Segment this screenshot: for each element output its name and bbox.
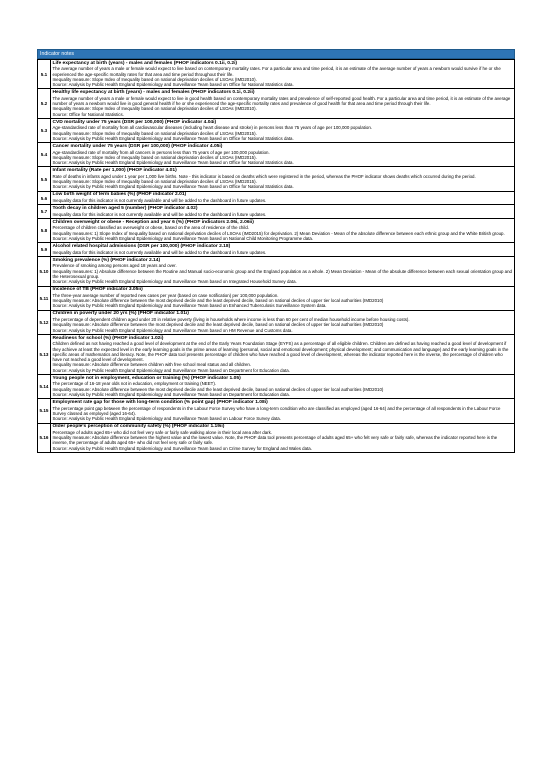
indicator-note-line: Inequality measure: Absolute difference between the highest value and the lowest value. Note, the PHOF data tool presents percentage of adults aged 65+ who felt very safe or fairly safe, whereas the indicator reported here is the inverse, the percentage of adults aged 65+ who did not feel very safe or fairly safe. — [52, 435, 498, 446]
indicator-content — [51, 243, 515, 257]
indicator-note-line: Source: Analysis by Public Health England Epidemiology and Surveillance Team based on HM Revenue and Customs data. — [52, 327, 293, 333]
indicator-row — [38, 118, 515, 142]
indicator-number: 5.7 — [38, 205, 51, 219]
indicator-content — [51, 143, 515, 167]
indicator-number: 5.1 — [38, 60, 51, 89]
indicator-row — [38, 143, 515, 167]
indicator-number: 5.8 — [38, 219, 51, 243]
indicator-content — [51, 286, 515, 310]
indicator-note-line: Children defined as not having reached a good level of development at the end of the Early Years Foundation Stage (EYFS) as a percentage of all eligible children. Children are defined as having reached a good level of development if they achieve at least the expected level in the early learning goals in the prime areas of learning (personal, social and emotional development; physical development; and communication and language) and the early learning goals in the specific areas of mathematics and literacy. Note, the PHOF data tool presents percentage of children who have reached a good level of development, whereas the indicator reported here is the inverse, the percentage of children who have not reached a good level of development. — [52, 341, 509, 363]
indicator-note-line: The percentage of 16-18 year olds not in education, employment or training (NEET). — [52, 381, 217, 387]
indicator-note-line: Source: Analysis by Public Health England Epidemiology and Surveillance Team based on Enhanced Tuberculosis Surveillance System data. — [52, 303, 327, 309]
indicator-note-line: Source: Analysis by Public Health England Epidemiology and Surveillance Team based on Office for National Statistics data. — [52, 160, 294, 165]
indicator-note-line: Inequality data for this indicator is not currently available and will be added to the dashboard in future updates. — [52, 197, 267, 203]
indicator-number: 5.9 — [38, 243, 51, 257]
indicator-notes-sheet — [37, 49, 515, 453]
indicator-row — [38, 191, 515, 205]
indicator-row — [38, 89, 515, 118]
indicator-title: Cancer mortality under 75 years (DSR per 100,000) (PHOF indicator 4.05i) — [52, 143, 223, 149]
indicator-note-line: Inequality measure: Slope Index of Inequality based on national deprivation deciles of LSOAs (IMD2010). — [52, 106, 257, 112]
indicator-note-line: Source: Analysis by Public Health England Epidemiology and Surveillance Team based on Office for National Statistics data. — [52, 184, 294, 190]
indicator-row — [38, 375, 515, 399]
indicator-note-line: Source: Analysis by Public Health England Epidemiology and Surveillance Team based on Department for Education data. — [52, 391, 290, 397]
indicator-number: 5.3 — [38, 118, 51, 142]
indicator-content — [51, 399, 515, 423]
indicator-content — [51, 335, 515, 375]
indicator-content — [51, 423, 515, 452]
indicator-title: Healthy life expectancy at birth (years) - males and females (PHOF indicators 0.1i, 0.2ii) — [52, 90, 255, 96]
indicator-title: Low birth weight of term babies (%) (PHOF indicator 2.01) — [52, 192, 187, 198]
indicator-note-line: Percentage of adults aged 65+ who did not feel very safe or fairly safe walking alone in their local area after dark. — [52, 429, 273, 435]
indicator-number: 5.6 — [38, 191, 51, 205]
indicator-title: Incidence of TB (PHOF indicator 3.05ii) — [52, 287, 143, 293]
indicator-note-line: The three-year average number of reported new cases per year (based on case notification) per 100,000 population. — [52, 292, 279, 298]
indicator-note-line: Inequality measure: Slope Index of Inequality based on national deprivation deciles of LSOAs (IMD2015). — [52, 178, 257, 184]
indicator-number: 5.16 — [38, 423, 51, 452]
indicator-number: 5.15 — [38, 399, 51, 423]
indicator-content — [51, 310, 515, 334]
indicator-row — [38, 243, 515, 257]
indicator-note-line: The percentage point gap between the percentage of respondents in the Labour Force Survey who have a long-term condition who are classified as employed (aged 16-64) and the percentage of all respondents in the Labour Force Survey classed as employed (aged 16-64). — [52, 405, 501, 416]
indicator-content — [51, 60, 515, 89]
indicator-title: Older people's perception of community safety (%) (PHOF indicator 1.19ii) — [52, 424, 225, 430]
indicator-content — [51, 375, 515, 399]
indicator-number: 5.10 — [38, 257, 51, 286]
indicator-note-line: Source: Analysis by Public Health England Epidemiology and Surveillance Team based on Integrated Household Survey data. — [52, 279, 297, 285]
indicator-row — [38, 205, 515, 219]
indicator-number: 5.4 — [38, 143, 51, 167]
indicator-content — [51, 89, 515, 118]
indicator-notes-header: Indicator notes — [37, 49, 515, 59]
indicator-note-line: Inequality measure: Absolute difference between the most deprived decile and the least deprived decile, based on national deciles of upper tier local authorities (IMD2010) — [52, 386, 384, 392]
indicator-title: Employment rate gap for those with long-term condition (% point gap) (PHOF indicator 1.08i) — [52, 399, 268, 405]
indicator-title: Infant mortality (Rate per 1,000) (PHOF indicator 4.01) — [52, 168, 177, 174]
indicator-note-line: The average number of years a male or female would expect to live based on contemporary mortality rates. For a particular area and time period, it is an estimate of the average number of years a newborn would survive if he or she experienced the age-specific mortality rates for that area and time period throughout their life. — [52, 66, 501, 77]
indicator-number: 5.13 — [38, 335, 51, 375]
indicator-note-line: Source: Analysis by Public Health England Epidemiology and Surveillance Team based on Department for Education data. — [52, 367, 290, 373]
indicator-title: Children overweight or obese - Reception and year 6 (%) (PHOF indicators 2.06i, 2.06ii) — [52, 219, 254, 225]
indicator-title: Children in poverty under 20 yrs (%) (PHOF indicator 1.01i) — [52, 311, 189, 317]
indicator-note-line: Source: Analysis by Public Health England Epidemiology and Surveillance Team based on National Child Monitoring Programme data. — [52, 235, 314, 241]
indicator-number: 5.11 — [38, 286, 51, 310]
indicator-note-line: Inequality measure: Slope Index of Inequality based on national deprivation deciles of LSOAs (IMD2015). — [52, 130, 257, 136]
indicator-note-line: Source: Analysis by Public Health England Epidemiology and Surveillance Team based on Office for National Statistics data. — [52, 82, 294, 88]
indicator-title: Smoking prevalence (%) (PHOF indicator 2.14) — [52, 257, 161, 263]
indicator-title: CVD mortality under 75 years (DSR per 100,000) (PHOF indicator 4.04i) — [52, 119, 217, 125]
indicator-note-line: Source: Analysis by Public Health England Epidemiology and Surveillance Team based on Labour Force Survey data. — [52, 416, 281, 422]
indicator-note-line: Inequality measures: 1) Absolute difference between the Routine and Manual socio-economic group and the England population as a whole. 2) Mean Deviation - Mean of the absolute difference between each sexual orientation group and the Heterosexual group. — [52, 268, 512, 279]
indicator-row — [38, 423, 515, 452]
indicator-row — [38, 219, 515, 243]
indicator-note-line: Inequality measures: 1) Slope Index of Inequality based on national deprivation deciles of LSOAs (IMD2015) for deprivation. 2) Mean Deviation - Mean of the absolute difference between each ethnic group and the White British group. — [52, 230, 505, 236]
indicator-title: Young people not in employment, education or training (%) (PHOF indicator 1.05) — [52, 375, 241, 381]
indicator-note-line: Percentage of children classified as overweight or obese, based on the area of residence of the child. — [52, 225, 249, 231]
indicator-row — [38, 335, 515, 375]
indicator-content — [51, 191, 515, 205]
indicator-note-line: Inequality data for this indicator is not currently available and will be added to the dashboard in future updates. — [52, 249, 267, 255]
indicator-note-line: Inequality data for this indicator is not currently available and will be added to the dashboard in future updates. — [52, 211, 267, 217]
indicator-content — [51, 205, 515, 219]
indicator-note-line: Inequality measure: Absolute difference between the most deprived decile and the least deprived decile, based on national deciles of upper tier local authorities (IMD2010) — [52, 322, 384, 328]
indicator-number: 5.12 — [38, 310, 51, 334]
indicator-row — [38, 167, 515, 191]
indicator-note-line: Source: Analysis by Public Health England Epidemiology and Surveillance Team based on Office for National Statistics data. — [52, 135, 294, 141]
indicator-number: 5.2 — [38, 89, 51, 118]
indicator-row — [38, 399, 515, 423]
indicator-title: Readiness for school (%) (PHOF indicator 1.02i) — [52, 335, 164, 341]
indicator-title: Tooth decay in children aged 5 (number) (PHOF indicator 4.02) — [52, 206, 198, 211]
indicator-number: 5.5 — [38, 167, 51, 191]
indicator-note-line: Age-standardised rate of mortality from all cancers in persons less than 75 years of age per 100,000 population. — [52, 149, 270, 155]
indicator-note-line: Age-standardised rate of mortality from all cardiovascular diseases (including heart disease and stroke) in persons less than 75 years of age per 100,000 population. — [52, 125, 372, 131]
indicator-row — [38, 257, 515, 286]
indicator-content — [51, 118, 515, 142]
indicator-content — [51, 167, 515, 191]
indicator-row — [38, 310, 515, 334]
indicator-note-line: Source: Office for National Statistics. — [52, 111, 124, 117]
indicator-title: Alcohol related hospital admissions (DSR per 100,000) (PHOF indicator 2.18) — [52, 243, 231, 249]
indicator-note-line: Inequality measure: Slope Index of Inequality based on national deprivation deciles of LSOAs (IMD2010). — [52, 76, 257, 82]
indicator-note-line: Source: Analysis by Public Health England Epidemiology and Surveillance Team based on Crime Survey for England and Wales data. — [52, 445, 312, 451]
indicator-note-line: Rate of deaths in infants aged under 1 year per 1,000 live births. Note - this indicator is based on deaths which were registered in the period, whereas the PHOF indicator shows deaths which occurred during the period. — [52, 173, 476, 179]
indicator-title: Life expectancy at birth (years) - males and females (PHOF indicators 0.1ii, 0.2i) — [52, 60, 238, 66]
indicator-row — [38, 60, 515, 89]
indicator-note-line: Inequality measure: Absolute difference between the most deprived decile and the least deprived decile, based on national deciles of upper tier local authorities (IMD2010) — [52, 298, 384, 304]
indicator-content — [51, 219, 515, 243]
indicator-note-line: Inequality measure: Slope Index of Inequality based on national deprivation deciles of LSOAs (IMD2015). — [52, 154, 257, 160]
indicator-notes-table — [37, 59, 515, 453]
indicator-notes-body — [38, 60, 515, 453]
indicator-note-line: Inequality measure: Absolute difference between children with free school meal status and all children. — [52, 362, 252, 368]
indicator-note-line: The percentage of dependent children aged under 20 in relative poverty (living in households where income is less than 60 per cent of median household income before housing costs). — [52, 317, 410, 323]
indicator-note-line: Prevalence of smoking among persons aged 18 years and over. — [52, 263, 177, 269]
indicator-row — [38, 286, 515, 310]
indicator-note-line: The average number of years a male or female would expect to live in good health based on contemporary mortality rates and prevalence of self-reported good health. For a particular area and time period, it is an estimate of the average number of years a newborn would live in good general health if he or she experienced the age-specific mortality rates and prevalence of good health for that area and time period through their life. — [52, 95, 511, 107]
indicator-number: 5.14 — [38, 375, 51, 399]
indicator-content — [51, 257, 515, 286]
